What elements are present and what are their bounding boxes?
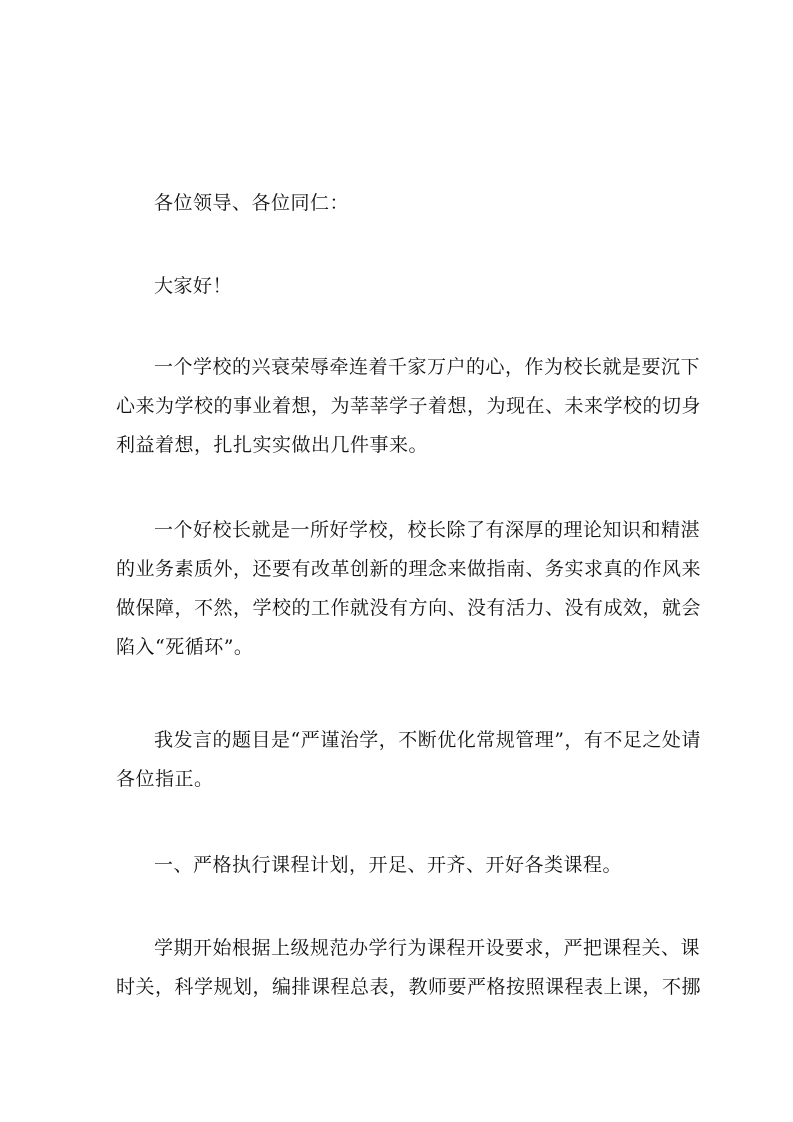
section-heading-1 bbox=[116, 846, 688, 885]
salutation bbox=[116, 184, 688, 223]
salutation-line: 各位领导、各位同仁： bbox=[154, 192, 350, 214]
paragraph-3 bbox=[116, 721, 701, 799]
paragraph-line: 一个学校的兴衰荣辱牵连着千家万户的心，作为校长就是要沉下 bbox=[154, 356, 701, 378]
paragraph-line: 陷入“死循环”。 bbox=[116, 636, 254, 658]
paragraph-line: 做保障，不然，学校的工作就没有方向、没有活力、没有成效，就会 bbox=[116, 597, 702, 619]
paragraph-4 bbox=[116, 929, 702, 1007]
paragraph-line: 我发言的题目是“严谨治学，不断优化常规管理”，有不足之处请 bbox=[154, 729, 701, 751]
paragraph-2 bbox=[116, 511, 702, 667]
greeting-line: 大家好！ bbox=[154, 275, 233, 297]
paragraph-line: 的业务素质外，还要有改革创新的理念来做指南、务实求真的作风来 bbox=[116, 558, 702, 580]
paragraph-line: 利益着想，扎扎实实做出几件事来。 bbox=[116, 434, 429, 456]
paragraph-line: 各位指正。 bbox=[116, 768, 214, 790]
paragraph-line: 一个好校长就是一所好学校，校长除了有深厚的理论知识和精湛 bbox=[154, 519, 701, 541]
heading-line: 一、严格执行课程计划，开足、开齐、开好各类课程。 bbox=[154, 854, 623, 876]
paragraph-line: 学期开始根据上级规范办学行为课程开设要求，严把课程关、课 bbox=[154, 937, 701, 959]
paragraph-1 bbox=[116, 348, 702, 465]
paragraph-line: 心来为学校的事业着想，为莘莘学子着想，为现在、未来学校的切身 bbox=[116, 395, 702, 417]
paragraph-line: 时关，科学规划，编排课程总表，教师要严格按照课程表上课，不挪 bbox=[116, 976, 702, 998]
greeting bbox=[116, 267, 688, 306]
